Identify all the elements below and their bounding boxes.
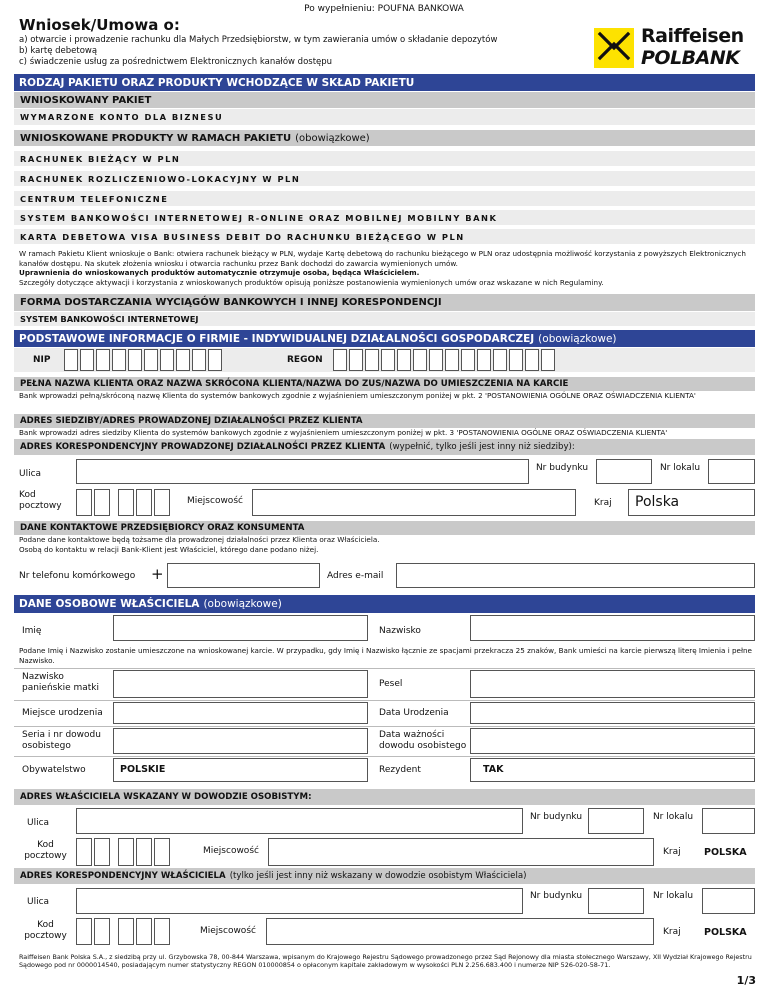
- owner-corr-title: ADRES KORESPONDENCYJNY WŁAŚCICIELA (tylko jeśli jest inny niż wskazany w dowodzie osobistym Właściciela): [14, 868, 755, 884]
- name-note: Podane Imię i Nazwisko zostanie umieszczone na wnioskowanej karcie. W przypadku, gdy Imię i Nazwisko łącznie ze spacjami przekracza 25 znaków, Bank umieści na karcie pierwszą literę Imienia i pełne Nazwisko.: [19, 646, 752, 665]
- owner-street-label: Ulica: [27, 818, 50, 828]
- divider: [14, 700, 755, 701]
- phone-label: Nr telefonu komórkowego: [19, 571, 136, 581]
- flat-label: Nr lokalu: [659, 463, 701, 473]
- client-name-note: Bank wprowadzi pełną/skróconą nazwę Klienta do systemów bankowych zgodnie z wyjaśnieniem umieszczonym poniżej w pkt. 2 'POSTANOWIENIA OGÓLNE ORAZ OŚWIADCZENIA KLIENTA': [19, 391, 696, 400]
- seat-address-note: Bank wprowadzi adres siedziby Klienta do systemów bankowych zgodnie z wyjaśnieniem umieszczonym poniżej w pkt. 3 'POSTANOWIENIA OGÓLNE ORAZ OŚWIADCZENIA KLIENTA': [19, 428, 668, 437]
- owner-corr-building-label: Nr budynku: [529, 891, 583, 901]
- divider: [14, 756, 755, 757]
- id-input[interactable]: [113, 728, 368, 754]
- company-section-title: PODSTAWOWE INFORMACJE O FIRMIE - INDYWIDUALNEJ DZIAŁALNOŚCI GOSPODARCZEJ (obowiązkowe): [14, 330, 755, 347]
- product-item: SYSTEM BANKOWOŚCI INTERNETOWEJ R-ONLINE ORAZ MOBILNEJ MOBILNY BANK: [14, 210, 755, 225]
- logo-line1: Raiffeisen: [641, 25, 744, 47]
- country-input[interactable]: [628, 489, 755, 516]
- contact-title: DANE KONTAKTOWE PRZEDSIĘBIORCY ORAZ KONSUMENTA: [14, 521, 755, 535]
- requested-package-value: WYMARZONE KONTO DLA BIZNESU: [14, 109, 755, 125]
- owner-corr-street-input[interactable]: [76, 888, 523, 914]
- id-label: Seria i nr dowodu osobistego: [22, 730, 101, 751]
- owner-corr-city-input[interactable]: [266, 918, 654, 945]
- last-name-label: Nazwisko: [379, 626, 421, 636]
- divider: [14, 668, 755, 669]
- owner-country-value: POLSKA: [704, 847, 747, 858]
- page-number: 1/3: [736, 974, 756, 987]
- birthdate-label: Data Urodzenia: [379, 708, 449, 718]
- corr-address-title: ADRES KORESPONDENCYJNY PROWADZONEJ DZIAŁALNOŚCI PRZEZ KLIENTA (wypełnić, tylko jeśli jest inny niż siedziby):: [14, 439, 755, 455]
- email-label: Adres e-mail: [327, 571, 384, 581]
- birthdate-input[interactable]: [470, 702, 755, 724]
- birthplace-input[interactable]: [113, 702, 368, 724]
- nip-cells[interactable]: [64, 349, 224, 371]
- owner-city-label: Miejscowość: [203, 846, 259, 856]
- owner-corr-street-label: Ulica: [27, 897, 50, 907]
- nip-label: NIP: [33, 355, 51, 365]
- package-note: W ramach Pakietu Klient wnioskuje o Bank: otwiera rachunek bieżący w PLN, wydaje Kartę debetową do rachunku bieżącego w PLN oraz udostępnia możliwość korzystania z powyższych Elektronicznych kanałów dostępu. Na skutek złożenia wniosku i otwarcia rachunku przez Bank dochodzi do zawarcia wymienionych umów. Uprawnienia do wnioskowanych produktów automatycznie otrzymuje osoba, będąca Właścicielem. Szczegóły dotyczące aktywacji i korzystania z wnioskowanych produktów opisują poniższe postanowienia wymienionych umów oraz wskazane w nich Regulaminy.: [19, 249, 746, 287]
- flat-input[interactable]: [708, 459, 755, 484]
- id-valid-label: Data ważności dowodu osobistego: [379, 730, 467, 751]
- regon-label: REGON: [287, 355, 323, 365]
- street-label: Ulica: [19, 469, 42, 479]
- email-input[interactable]: [396, 563, 755, 588]
- owner-city-input[interactable]: [268, 838, 654, 866]
- resident-input[interactable]: [470, 758, 755, 782]
- seat-address-title: ADRES SIEDZIBY/ADRES PROWADZONEJ DZIAŁALNOŚCI PRZEZ KLIENTA: [14, 414, 755, 428]
- country-value: Polska: [635, 494, 680, 510]
- form-title: Wniosek/Umowa o:: [19, 16, 180, 34]
- form-items: [19, 35, 497, 68]
- postal-cells[interactable]: [76, 489, 172, 516]
- form-item: b) kartę debetową: [19, 46, 98, 56]
- maiden-input[interactable]: [113, 670, 368, 698]
- owner-section-title: DANE OSOBOWE WŁAŚCICIELA (obowiązkowe): [14, 595, 755, 613]
- owner-building-label: Nr budynku: [529, 812, 583, 822]
- pesel-label: Pesel: [379, 679, 403, 689]
- delivery-title: FORMA DOSTARCZANIA WYCIĄGÓW BANKOWYCH I INNEJ KORESPONDENCJI: [14, 294, 755, 311]
- delivery-value: SYSTEM BANKOWOŚCI INTERNETOWEJ: [14, 312, 755, 326]
- owner-street-input[interactable]: [76, 808, 523, 834]
- owner-corr-country-label: Kraj: [663, 927, 681, 937]
- logo-line2: POLBANK: [641, 47, 740, 69]
- building-label: Nr budynku: [535, 463, 589, 473]
- city-label: Miejscowość: [187, 496, 243, 506]
- package-section-title: RODZAJ PAKIETU ORAZ PRODUKTY WCHODZĄCE W SKŁAD PAKIETU: [14, 74, 755, 91]
- owner-corr-building-input[interactable]: [588, 888, 644, 914]
- product-item: CENTRUM TELEFONICZNE: [14, 191, 755, 206]
- phone-prefix: +: [151, 565, 164, 583]
- citizenship-label: Obywatelstwo: [22, 765, 86, 775]
- maiden-label: Nazwisko panieńskie matki: [22, 672, 99, 693]
- phone-input[interactable]: [167, 563, 320, 588]
- owner-corr-flat-label: Nr lokalu: [652, 891, 694, 901]
- resident-label: Rezydent: [379, 765, 421, 775]
- form-item: a) otwarcie i prowadzenie rachunku dla Małych Przedsiębiorstw, w tym zawierania umów o składanie depozytów: [19, 35, 498, 45]
- street-input[interactable]: [76, 459, 529, 484]
- owner-corr-city-label: Miejscowość: [200, 926, 256, 936]
- requested-package-label: WNIOSKOWANY PAKIET: [14, 92, 755, 108]
- bank-logo: [594, 24, 754, 72]
- product-item: RACHUNEK BIEŻĄCY W PLN: [14, 151, 755, 166]
- last-name-input[interactable]: [470, 615, 755, 641]
- owner-postal-label: Kod pocztowy: [24, 840, 67, 861]
- pesel-input[interactable]: [470, 670, 755, 698]
- owner-flat-input[interactable]: [702, 808, 755, 834]
- owner-address-title: ADRES WŁAŚCICIELA WSKAZANY W DOWODZIE OSOBISTYM :: [14, 789, 755, 805]
- owner-corr-postal-label: Kod pocztowy: [24, 920, 67, 941]
- first-name-label: Imię: [22, 626, 42, 636]
- top-note: Po wypełnieniu: POUFNA BANKOWA: [304, 4, 464, 14]
- raiffeisen-logo-icon: [594, 28, 634, 68]
- id-valid-input[interactable]: [470, 728, 755, 754]
- owner-corr-postal-cells[interactable]: [76, 918, 172, 945]
- resident-value: TAK: [483, 764, 504, 775]
- owner-postal-cells[interactable]: [76, 838, 172, 866]
- country-label: Kraj: [594, 498, 612, 508]
- owner-flat-label: Nr lokalu: [652, 812, 694, 822]
- first-name-input[interactable]: [113, 615, 368, 641]
- products-label: WNIOSKOWANE PRODUKTY W RAMACH PAKIETU (obowiązkowe): [14, 130, 755, 146]
- citizenship-input[interactable]: [113, 758, 368, 782]
- birthplace-label: Miejsce urodzenia: [22, 708, 103, 718]
- contact-note: Podane dane kontaktowe będą tożsame dla prowadzonej działalności przez Klienta oraz Właściciela. Osobą do kontaktu w relacji Bank-Klient jest Właściciel, którego dane podano niżej.: [19, 535, 380, 554]
- product-item: RACHUNEK ROZLICZENIOWO-LOKACYJNY W PLN: [14, 171, 755, 186]
- product-item: KARTA DEBETOWA VISA BUSINESS DEBIT DO RACHUNKU BIEŻĄCEGO W PLN: [14, 229, 755, 244]
- owner-corr-flat-input[interactable]: [702, 888, 755, 914]
- postal-label: Kod pocztowy: [19, 490, 62, 511]
- owner-corr-country-value: POLSKA: [704, 927, 747, 938]
- city-input[interactable]: [252, 489, 576, 516]
- client-name-title: PEŁNA NAZWA KLIENTA ORAZ NAZWA SKRÓCONA KLIENTA/NAZWA DO ZUS/NAZWA DO UMIESZCZENIA NA KARCIE: [14, 377, 755, 391]
- regon-cells[interactable]: [333, 349, 557, 371]
- building-input[interactable]: [596, 459, 652, 484]
- owner-building-input[interactable]: [588, 808, 644, 834]
- footer-legal: Raiffeisen Bank Polska S.A., z siedzibą przy ul. Grzybowska 78, 00-844 Warszawa, wpisanym do Krajowego Rejestru Sądowego prowadzonego przez Sąd Rejonowy dla miasta stołecznego Warszawy, XII Wydział Krajowego Rejestru Sądowego pod nr 0000014540, posiadającym numer statystyczny REGON 010000854 o opłaconym kapitale zakładowym w wysokości PLN 2.256.683.400 i numerze NIP 526-020-58-71.: [19, 953, 752, 969]
- owner-country-label: Kraj: [663, 847, 681, 857]
- divider: [14, 726, 755, 727]
- form-item: c) świadczenie usług za pośrednictwem Elektronicznych kanałów dostępu: [19, 57, 333, 67]
- citizenship-value: POLSKIE: [120, 764, 166, 775]
